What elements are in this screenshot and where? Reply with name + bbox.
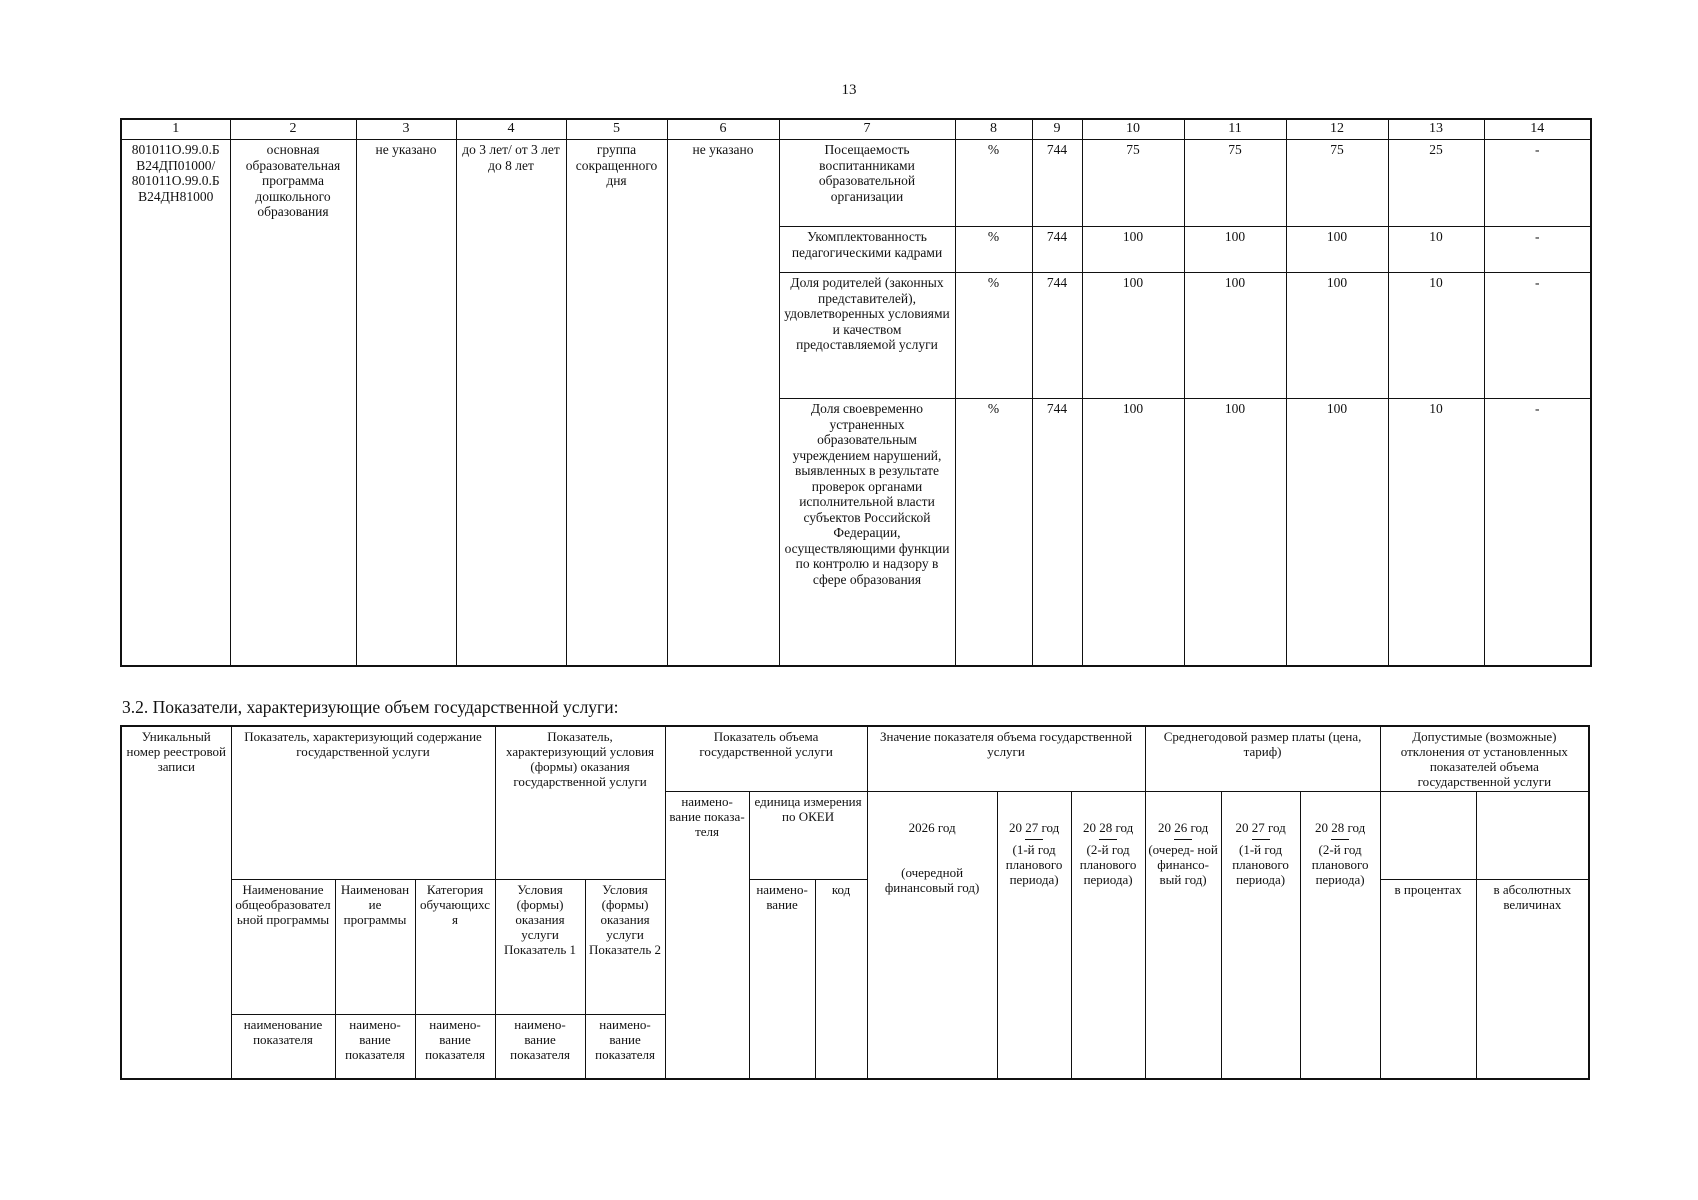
deviation-absolute: - xyxy=(1484,227,1591,273)
year-label: 20 27 год xyxy=(1008,820,1060,835)
year-label: 20 27 год xyxy=(1235,820,1286,835)
quality-indicators-table xyxy=(120,118,1592,667)
content-program: Наименование программы xyxy=(335,880,415,1015)
okei-code: 744 xyxy=(1032,273,1082,399)
deviation-percent: 10 xyxy=(1388,399,1484,666)
unit: % xyxy=(955,227,1032,273)
column-numbers-row xyxy=(121,119,1591,140)
okei-code: 744 xyxy=(1032,227,1082,273)
header-registry: Уникальный номер реестровой записи xyxy=(121,726,231,1079)
not-specified-cell: не указано xyxy=(356,140,456,666)
fee-year-2027 xyxy=(1221,792,1300,1079)
not-specified-cell: не указано xyxy=(667,140,779,666)
group-type: группа сокращенного дня xyxy=(566,140,667,666)
indicator-name-label: наименование показателя xyxy=(231,1015,335,1079)
period-label: (очередной финансовый год) xyxy=(884,865,980,895)
col-number: 9 xyxy=(1032,119,1082,140)
okei-code: 744 xyxy=(1032,399,1082,666)
unit-code: код xyxy=(815,880,867,1079)
registry-number: 801011О.99.0.Б В24ДП01000/ 801011О.99.0.Б В24ДН81000 xyxy=(121,140,230,666)
indicator-name: Посещаемость воспитанниками образовательной организации xyxy=(779,140,955,227)
year-label: 20 28 год xyxy=(1082,820,1134,835)
value: 100 xyxy=(1184,399,1286,666)
col-number: 4 xyxy=(456,119,566,140)
indicator-name: Доля родителей (законных представителей), удовлетворенных условиями и качеством предоставляемой услуги xyxy=(779,273,955,399)
value-year-2028 xyxy=(1071,792,1145,1079)
col-number: 11 xyxy=(1184,119,1286,140)
value: 100 xyxy=(1184,273,1286,399)
volume-indicator-name: наимено- вание показа- теля xyxy=(665,792,749,1079)
indicator-name-label: наимено- вание показателя xyxy=(335,1015,415,1079)
col-number: 8 xyxy=(955,119,1032,140)
indicator-name-label: наимено- вание показателя xyxy=(495,1015,585,1079)
period-label: (1-й год планового периода) xyxy=(1005,842,1063,887)
col-number: 6 xyxy=(667,119,779,140)
value: 100 xyxy=(1082,399,1184,666)
age-category: до 3 лет/ от 3 лет до 8 лет xyxy=(456,140,566,666)
value: 100 xyxy=(1184,227,1286,273)
value: 100 xyxy=(1082,227,1184,273)
value-year-2027 xyxy=(997,792,1071,1079)
value: 75 xyxy=(1184,140,1286,227)
deviation-percent: 25 xyxy=(1388,140,1484,227)
value: 100 xyxy=(1286,227,1388,273)
col-number: 1 xyxy=(121,119,230,140)
deviation-absolute: - xyxy=(1484,140,1591,227)
col-number: 13 xyxy=(1388,119,1484,140)
condition-1: Условия (формы) оказания услуги Показатель 1 xyxy=(495,880,585,1015)
deviation-percent: в процентах xyxy=(1380,880,1476,1079)
header-content: Показатель, характеризующий содержание государственной услуги xyxy=(231,726,495,880)
indicator-name-label: наимено- вание показателя xyxy=(415,1015,495,1079)
value: 100 xyxy=(1082,273,1184,399)
unit: % xyxy=(955,399,1032,666)
period-label: (2-й год планового периода) xyxy=(1079,842,1137,887)
value: 100 xyxy=(1286,399,1388,666)
header-volume: Показатель объема государственной услуги xyxy=(665,726,867,792)
fee-year-2028 xyxy=(1300,792,1380,1079)
fee-year-2026 xyxy=(1145,792,1221,1079)
deviation-percent: 10 xyxy=(1388,273,1484,399)
program-name: основная образовательная программа дошкольного образования xyxy=(230,140,356,666)
year-label: 20 28 год xyxy=(1314,820,1366,835)
table-row xyxy=(121,140,1591,227)
value-year-2026 xyxy=(867,792,997,1079)
period-label: (2-й год планового периода) xyxy=(1311,842,1369,887)
header-conditions: Показатель, характеризующий условия (формы) оказания государственной услуги xyxy=(495,726,665,880)
unit-name: наимено- вание xyxy=(749,880,815,1079)
value: 75 xyxy=(1082,140,1184,227)
indicator-name: Укомплектованность педагогическими кадрами xyxy=(779,227,955,273)
content-edu-program: Наименование общеобразовательной программы xyxy=(231,880,335,1015)
deviation-absolute: - xyxy=(1484,399,1591,666)
okei-code: 744 xyxy=(1032,140,1082,227)
unit-okei: единица измерения по ОКЕИ xyxy=(749,792,867,880)
header-value: Значение показателя объема государственной услуги xyxy=(867,726,1145,792)
indicator-name: Доля своевременно устраненных образовательным учреждением нарушений, выявленных в результате проверок органами исполнительной власти субъектов Российской Федерации, осуществляющими функции по контролю и надзору в сфере образования xyxy=(779,399,955,666)
unit: % xyxy=(955,273,1032,399)
col-number: 12 xyxy=(1286,119,1388,140)
col-number: 3 xyxy=(356,119,456,140)
section-title: 3.2. Показатели, характеризующие объем государственной услуги: xyxy=(122,697,619,717)
year-label: 2026 год xyxy=(908,820,956,835)
period-label: (1-й год планового периода) xyxy=(1232,842,1289,887)
col-number: 10 xyxy=(1082,119,1184,140)
unit: % xyxy=(955,140,1032,227)
deviation-percent: 10 xyxy=(1388,227,1484,273)
content-category: Категория обучающихся xyxy=(415,880,495,1015)
col-number: 14 xyxy=(1484,119,1591,140)
deviation-absolute: - xyxy=(1484,273,1591,399)
header-row xyxy=(121,726,1589,792)
year-label: 20 26 год xyxy=(1157,820,1209,835)
value: 100 xyxy=(1286,273,1388,399)
col-number: 2 xyxy=(230,119,356,140)
period-label: (очеред- ной финансо- вый год) xyxy=(1148,842,1218,887)
volume-indicators-table xyxy=(120,725,1590,1080)
header-deviation: Допустимые (возможные) отклонения от установленных показателей объема государственной услуги xyxy=(1380,726,1589,792)
col-number: 5 xyxy=(566,119,667,140)
header-fee: Среднегодовой размер платы (цена, тариф) xyxy=(1145,726,1380,792)
deviation-spacer xyxy=(1476,792,1589,880)
deviation-absolute: в абсолютных величинах xyxy=(1476,880,1589,1079)
col-number: 7 xyxy=(779,119,955,140)
value: 75 xyxy=(1286,140,1388,227)
indicator-name-label: наимено- вание показателя xyxy=(585,1015,665,1079)
deviation-spacer xyxy=(1380,792,1476,880)
page-number: 13 xyxy=(841,82,857,98)
condition-2: Условия (формы) оказания услуги Показатель 2 xyxy=(585,880,665,1015)
